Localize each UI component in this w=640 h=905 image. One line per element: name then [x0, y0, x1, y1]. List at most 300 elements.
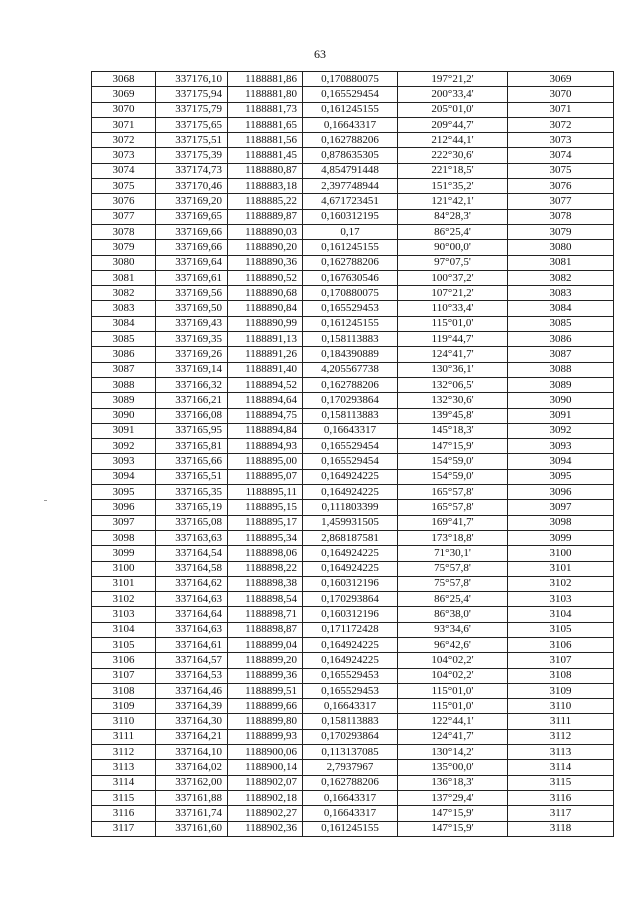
next-point-number: 3107 [508, 653, 614, 668]
y-coordinate: 1188891,13 [228, 332, 303, 347]
point-number: 3094 [92, 469, 156, 484]
direction-angle: 165°57,8' [398, 485, 508, 500]
next-point-number: 3076 [508, 179, 614, 194]
x-coordinate: 337165,51 [156, 469, 228, 484]
next-point-number: 3103 [508, 592, 614, 607]
x-coordinate: 337165,08 [156, 515, 228, 530]
direction-angle: 169°41,7' [398, 515, 508, 530]
segment-length: 4,671723451 [303, 194, 398, 209]
x-coordinate: 337175,79 [156, 102, 228, 117]
segment-length: 0,165529454 [303, 87, 398, 102]
coordinates-table [91, 71, 614, 837]
x-coordinate: 337164,02 [156, 760, 228, 775]
table-row [92, 790, 614, 805]
y-coordinate: 1188894,93 [228, 439, 303, 454]
y-coordinate: 1188899,20 [228, 653, 303, 668]
x-coordinate: 337164,39 [156, 699, 228, 714]
direction-angle: 151°35,2' [398, 179, 508, 194]
segment-length: 0,161245155 [303, 102, 398, 117]
point-number: 3106 [92, 653, 156, 668]
segment-length: 2,7937967 [303, 760, 398, 775]
point-number: 3096 [92, 500, 156, 515]
table-row [92, 301, 614, 316]
x-coordinate: 337166,32 [156, 377, 228, 392]
y-coordinate: 1188899,04 [228, 637, 303, 652]
next-point-number: 3069 [508, 72, 614, 87]
y-coordinate: 1188898,54 [228, 592, 303, 607]
y-coordinate: 1188881,80 [228, 87, 303, 102]
x-coordinate: 337169,56 [156, 286, 228, 301]
y-coordinate: 1188894,52 [228, 377, 303, 392]
y-coordinate: 1188898,87 [228, 622, 303, 637]
point-number: 3095 [92, 485, 156, 500]
table-row [92, 240, 614, 255]
page-number: 63 [314, 47, 326, 61]
next-point-number: 3075 [508, 163, 614, 178]
x-coordinate: 337169,66 [156, 240, 228, 255]
y-coordinate: 1188890,52 [228, 270, 303, 285]
direction-angle: 200°33,4' [398, 87, 508, 102]
segment-length: 0,184390889 [303, 347, 398, 362]
direction-angle: 121°42,1' [398, 194, 508, 209]
point-number: 3081 [92, 270, 156, 285]
point-number: 3103 [92, 607, 156, 622]
direction-angle: 122°44,1' [398, 714, 508, 729]
table-row [92, 332, 614, 347]
x-coordinate: 337164,10 [156, 745, 228, 760]
segment-length: 0,162788206 [303, 133, 398, 148]
next-point-number: 3096 [508, 485, 614, 500]
segment-length: 0,170293864 [303, 729, 398, 744]
direction-angle: 110°33,4' [398, 301, 508, 316]
direction-angle: 86°25,4' [398, 224, 508, 239]
segment-length: 0,160312195 [303, 209, 398, 224]
y-coordinate: 1188902,36 [228, 821, 303, 836]
next-point-number: 3085 [508, 316, 614, 331]
x-coordinate: 337174,73 [156, 163, 228, 178]
y-coordinate: 1188902,27 [228, 806, 303, 821]
x-coordinate: 337165,35 [156, 485, 228, 500]
segment-length: 0,170293864 [303, 393, 398, 408]
next-point-number: 3091 [508, 408, 614, 423]
next-point-number: 3105 [508, 622, 614, 637]
next-point-number: 3074 [508, 148, 614, 163]
x-coordinate: 337163,63 [156, 530, 228, 545]
next-point-number: 3077 [508, 194, 614, 209]
point-number: 3114 [92, 775, 156, 790]
y-coordinate: 1188891,40 [228, 362, 303, 377]
point-number: 3107 [92, 668, 156, 683]
x-coordinate: 337164,64 [156, 607, 228, 622]
point-number: 3076 [92, 194, 156, 209]
point-number: 3098 [92, 530, 156, 545]
next-point-number: 3109 [508, 683, 614, 698]
y-coordinate: 1188881,73 [228, 102, 303, 117]
y-coordinate: 1188881,65 [228, 117, 303, 132]
y-coordinate: 1188890,99 [228, 316, 303, 331]
point-number: 3090 [92, 408, 156, 423]
next-point-number: 3084 [508, 301, 614, 316]
table-row [92, 439, 614, 454]
next-point-number: 3072 [508, 117, 614, 132]
y-coordinate: 1188898,71 [228, 607, 303, 622]
x-coordinate: 337164,63 [156, 592, 228, 607]
point-number: 3087 [92, 362, 156, 377]
y-coordinate: 1188899,80 [228, 714, 303, 729]
table-row [92, 224, 614, 239]
x-coordinate: 337161,88 [156, 790, 228, 805]
direction-angle: 147°15,9' [398, 821, 508, 836]
point-number: 3113 [92, 760, 156, 775]
point-number: 3109 [92, 699, 156, 714]
y-coordinate: 1188895,17 [228, 515, 303, 530]
x-coordinate: 337164,58 [156, 561, 228, 576]
x-coordinate: 337175,51 [156, 133, 228, 148]
y-coordinate: 1188898,38 [228, 576, 303, 591]
point-number: 3112 [92, 745, 156, 760]
direction-angle: 154°59,0' [398, 454, 508, 469]
point-number: 3072 [92, 133, 156, 148]
table-row [92, 576, 614, 591]
y-coordinate: 1188890,20 [228, 240, 303, 255]
segment-length: 0,164924225 [303, 485, 398, 500]
direction-angle: 165°57,8' [398, 500, 508, 515]
table-row [92, 699, 614, 714]
point-number: 3116 [92, 806, 156, 821]
y-coordinate: 1188891,26 [228, 347, 303, 362]
table-row [92, 469, 614, 484]
point-number: 3073 [92, 148, 156, 163]
segment-length: 0,878635305 [303, 148, 398, 163]
point-number: 3099 [92, 546, 156, 561]
next-point-number: 3090 [508, 393, 614, 408]
segment-length: 2,868187581 [303, 530, 398, 545]
y-coordinate: 1188902,18 [228, 790, 303, 805]
segment-length: 0,158113883 [303, 408, 398, 423]
x-coordinate: 337166,21 [156, 393, 228, 408]
y-coordinate: 1188898,22 [228, 561, 303, 576]
segment-length: 0,161245155 [303, 240, 398, 255]
segment-length: 0,158113883 [303, 714, 398, 729]
next-point-number: 3112 [508, 729, 614, 744]
direction-angle: 137°29,4' [398, 790, 508, 805]
next-point-number: 3110 [508, 699, 614, 714]
segment-length: 0,164924225 [303, 546, 398, 561]
y-coordinate: 1188894,64 [228, 393, 303, 408]
y-coordinate: 1188885,22 [228, 194, 303, 209]
point-number: 3071 [92, 117, 156, 132]
segment-length: 0,165529454 [303, 439, 398, 454]
table-row [92, 668, 614, 683]
y-coordinate: 1188889,87 [228, 209, 303, 224]
next-point-number: 3102 [508, 576, 614, 591]
x-coordinate: 337169,20 [156, 194, 228, 209]
next-point-number: 3080 [508, 240, 614, 255]
next-point-number: 3070 [508, 87, 614, 102]
table-row [92, 87, 614, 102]
y-coordinate: 1188899,51 [228, 683, 303, 698]
point-number: 3082 [92, 286, 156, 301]
segment-length: 0,16643317 [303, 790, 398, 805]
x-coordinate: 337169,65 [156, 209, 228, 224]
x-coordinate: 337164,63 [156, 622, 228, 637]
next-point-number: 3087 [508, 347, 614, 362]
segment-length: 1,459931505 [303, 515, 398, 530]
table-row [92, 653, 614, 668]
segment-length: 0,16643317 [303, 699, 398, 714]
table-row [92, 209, 614, 224]
x-coordinate: 337164,30 [156, 714, 228, 729]
table-row [92, 148, 614, 163]
y-coordinate: 1188899,93 [228, 729, 303, 744]
point-number: 3069 [92, 87, 156, 102]
table-row [92, 637, 614, 652]
table-row [92, 393, 614, 408]
next-point-number: 3094 [508, 454, 614, 469]
next-point-number: 3095 [508, 469, 614, 484]
next-point-number: 3106 [508, 637, 614, 652]
y-coordinate: 1188880,87 [228, 163, 303, 178]
y-coordinate: 1188899,36 [228, 668, 303, 683]
point-number: 3074 [92, 163, 156, 178]
point-number: 3101 [92, 576, 156, 591]
point-number: 3091 [92, 423, 156, 438]
x-coordinate: 337164,57 [156, 653, 228, 668]
next-point-number: 3081 [508, 255, 614, 270]
point-number: 3085 [92, 332, 156, 347]
point-number: 3075 [92, 179, 156, 194]
margin-mark [44, 500, 47, 501]
point-number: 3070 [92, 102, 156, 117]
point-number: 3097 [92, 515, 156, 530]
x-coordinate: 337169,50 [156, 301, 228, 316]
y-coordinate: 1188881,45 [228, 148, 303, 163]
table-row [92, 133, 614, 148]
table-row [92, 377, 614, 392]
point-number: 3080 [92, 255, 156, 270]
x-coordinate: 337164,21 [156, 729, 228, 744]
direction-angle: 96°42,6' [398, 637, 508, 652]
direction-angle: 132°30,6' [398, 393, 508, 408]
x-coordinate: 337166,08 [156, 408, 228, 423]
segment-length: 0,16643317 [303, 423, 398, 438]
segment-length: 0,160312196 [303, 576, 398, 591]
x-coordinate: 337169,66 [156, 224, 228, 239]
next-point-number: 3093 [508, 439, 614, 454]
point-number: 3111 [92, 729, 156, 744]
point-number: 3088 [92, 377, 156, 392]
x-coordinate: 337161,60 [156, 821, 228, 836]
y-coordinate: 1188902,07 [228, 775, 303, 790]
x-coordinate: 337164,61 [156, 637, 228, 652]
segment-length: 4,854791448 [303, 163, 398, 178]
direction-angle: 115°01,0' [398, 699, 508, 714]
point-number: 3084 [92, 316, 156, 331]
next-point-number: 3115 [508, 775, 614, 790]
point-number: 3086 [92, 347, 156, 362]
next-point-number: 3114 [508, 760, 614, 775]
segment-length: 0,162788206 [303, 775, 398, 790]
y-coordinate: 1188890,68 [228, 286, 303, 301]
next-point-number: 3088 [508, 362, 614, 377]
direction-angle: 90°00,0' [398, 240, 508, 255]
direction-angle: 135°00,0' [398, 760, 508, 775]
y-coordinate: 1188895,34 [228, 530, 303, 545]
segment-length: 0,160312196 [303, 607, 398, 622]
x-coordinate: 337175,39 [156, 148, 228, 163]
segment-length: 0,170880075 [303, 286, 398, 301]
next-point-number: 3117 [508, 806, 614, 821]
table-row [92, 607, 614, 622]
x-coordinate: 337169,64 [156, 255, 228, 270]
y-coordinate: 1188899,66 [228, 699, 303, 714]
segment-length: 0,165529453 [303, 683, 398, 698]
table-row [92, 806, 614, 821]
next-point-number: 3089 [508, 377, 614, 392]
next-point-number: 3116 [508, 790, 614, 805]
table-row [92, 179, 614, 194]
direction-angle: 132°06,5' [398, 377, 508, 392]
x-coordinate: 337164,53 [156, 668, 228, 683]
segment-length: 0,113137085 [303, 745, 398, 760]
y-coordinate: 1188890,03 [228, 224, 303, 239]
table-row [92, 163, 614, 178]
x-coordinate: 337176,10 [156, 72, 228, 87]
direction-angle: 84°28,3' [398, 209, 508, 224]
table-row [92, 316, 614, 331]
direction-angle: 100°37,2' [398, 270, 508, 285]
x-coordinate: 337164,54 [156, 546, 228, 561]
point-number: 3093 [92, 454, 156, 469]
segment-length: 0,161245155 [303, 821, 398, 836]
table-row [92, 408, 614, 423]
segment-length: 0,17 [303, 224, 398, 239]
point-number: 3115 [92, 790, 156, 805]
table-row [92, 530, 614, 545]
x-coordinate: 337164,46 [156, 683, 228, 698]
x-coordinate: 337170,46 [156, 179, 228, 194]
table-row [92, 362, 614, 377]
direction-angle: 86°38,0' [398, 607, 508, 622]
direction-angle: 139°45,8' [398, 408, 508, 423]
segment-length: 0,158113883 [303, 332, 398, 347]
next-point-number: 3111 [508, 714, 614, 729]
direction-angle: 197°21,2' [398, 72, 508, 87]
segment-length: 0,164924225 [303, 653, 398, 668]
direction-angle: 147°15,9' [398, 806, 508, 821]
y-coordinate: 1188894,84 [228, 423, 303, 438]
table-row [92, 683, 614, 698]
next-point-number: 3108 [508, 668, 614, 683]
segment-length: 0,164924225 [303, 637, 398, 652]
x-coordinate: 337164,62 [156, 576, 228, 591]
segment-length: 0,165529454 [303, 454, 398, 469]
table-row [92, 622, 614, 637]
next-point-number: 3078 [508, 209, 614, 224]
y-coordinate: 1188898,06 [228, 546, 303, 561]
x-coordinate: 337169,35 [156, 332, 228, 347]
table-row [92, 546, 614, 561]
segment-length: 0,162788206 [303, 255, 398, 270]
y-coordinate: 1188895,07 [228, 469, 303, 484]
segment-length: 0,165529453 [303, 301, 398, 316]
table-row [92, 255, 614, 270]
direction-angle: 97°07,5' [398, 255, 508, 270]
x-coordinate: 337169,61 [156, 270, 228, 285]
direction-angle: 209°44,7' [398, 117, 508, 132]
y-coordinate: 1188900,14 [228, 760, 303, 775]
segment-length: 2,397748944 [303, 179, 398, 194]
segment-length: 0,164924225 [303, 561, 398, 576]
x-coordinate: 337169,14 [156, 362, 228, 377]
table-row [92, 729, 614, 744]
direction-angle: 212°44,1' [398, 133, 508, 148]
direction-angle: 107°21,2' [398, 286, 508, 301]
x-coordinate: 337162,00 [156, 775, 228, 790]
x-coordinate: 337165,66 [156, 454, 228, 469]
segment-length: 0,167630546 [303, 270, 398, 285]
y-coordinate: 1188890,84 [228, 301, 303, 316]
direction-angle: 136°18,3' [398, 775, 508, 790]
direction-angle: 147°15,9' [398, 439, 508, 454]
point-number: 3100 [92, 561, 156, 576]
direction-angle: 115°01,0' [398, 316, 508, 331]
point-number: 3102 [92, 592, 156, 607]
direction-angle: 124°41,7' [398, 347, 508, 362]
direction-angle: 124°41,7' [398, 729, 508, 744]
x-coordinate: 337161,74 [156, 806, 228, 821]
point-number: 3108 [92, 683, 156, 698]
x-coordinate: 337165,19 [156, 500, 228, 515]
next-point-number: 3100 [508, 546, 614, 561]
table-row [92, 714, 614, 729]
point-number: 3117 [92, 821, 156, 836]
direction-angle: 130°14,2' [398, 745, 508, 760]
y-coordinate: 1188883,18 [228, 179, 303, 194]
segment-length: 0,16643317 [303, 117, 398, 132]
next-point-number: 3079 [508, 224, 614, 239]
segment-length: 4,205567738 [303, 362, 398, 377]
table-row [92, 194, 614, 209]
table-row [92, 775, 614, 790]
segment-length: 0,164924225 [303, 469, 398, 484]
direction-angle: 130°36,1' [398, 362, 508, 377]
segment-length: 0,170880075 [303, 72, 398, 87]
direction-angle: 145°18,3' [398, 423, 508, 438]
table-row [92, 821, 614, 836]
direction-angle: 86°25,4' [398, 592, 508, 607]
table-row [92, 423, 614, 438]
direction-angle: 104°02,2' [398, 668, 508, 683]
point-number: 3083 [92, 301, 156, 316]
point-number: 3068 [92, 72, 156, 87]
direction-angle: 71°30,1' [398, 546, 508, 561]
point-number: 3079 [92, 240, 156, 255]
x-coordinate: 337175,94 [156, 87, 228, 102]
table-row [92, 745, 614, 760]
table-row [92, 485, 614, 500]
table-row [92, 270, 614, 285]
table-row [92, 347, 614, 362]
point-number: 3104 [92, 622, 156, 637]
next-point-number: 3118 [508, 821, 614, 836]
direction-angle: 75°57,8' [398, 561, 508, 576]
y-coordinate: 1188894,75 [228, 408, 303, 423]
next-point-number: 3086 [508, 332, 614, 347]
table-row [92, 500, 614, 515]
next-point-number: 3071 [508, 102, 614, 117]
segment-length: 0,165529453 [303, 668, 398, 683]
